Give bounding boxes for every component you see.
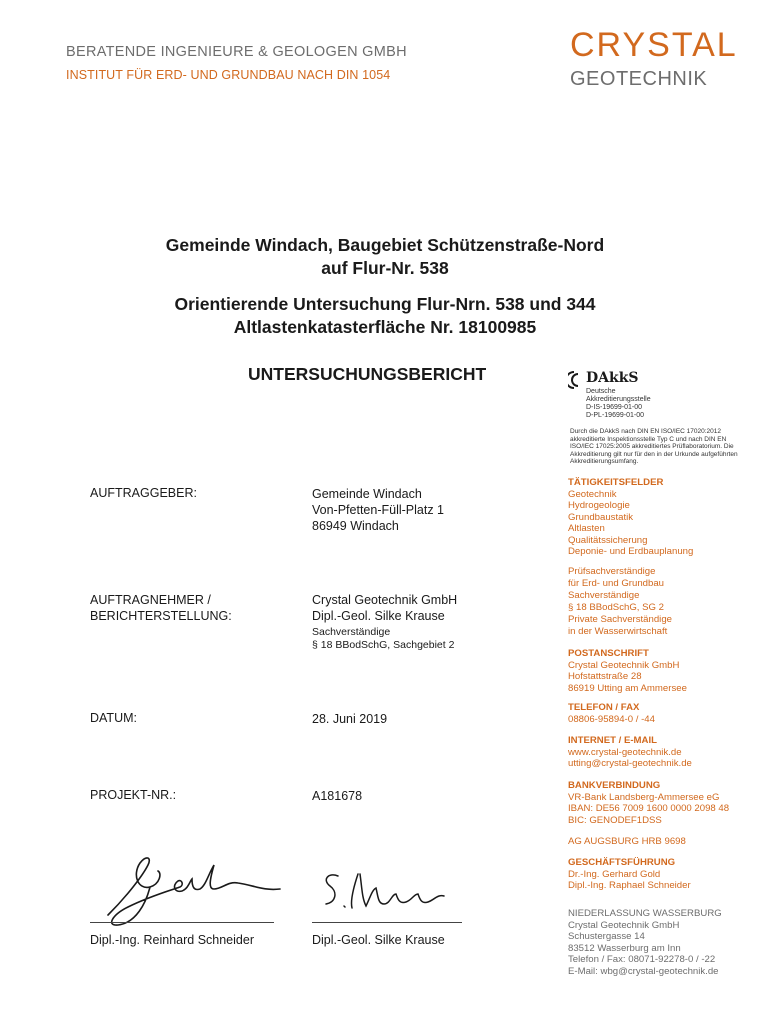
branch-heading: NIEDERLASSUNG WASSERBURG <box>568 908 722 919</box>
postal-line: 86919 Utting am Ammersee <box>568 682 687 694</box>
branch-line: Telefon / Fax: 08071-92278-0 / -22 <box>568 954 716 965</box>
dakks-sub-3: D-IS-19699-01-00 <box>586 404 643 411</box>
management-heading: GESCHÄFTSFÜHRUNG <box>568 857 676 868</box>
expert-3-line-1: Private Sachverständige <box>568 614 672 625</box>
logo-geotechnik: GEOTECHNIK <box>570 68 708 90</box>
phone-heading: TELEFON / FAX <box>568 702 640 713</box>
date-label: DATUM: <box>90 711 137 725</box>
management-line: Dipl.-Ing. Raphael Schneider <box>568 880 691 891</box>
postal-section <box>568 648 758 694</box>
management-line: Dr.-Ing. Gerhard Gold <box>568 868 661 880</box>
phone-value: 08806-95894-0 / -44 <box>568 713 655 725</box>
expert-1-line-2: für Erd- und Grundbau <box>568 577 664 589</box>
contractor-label <box>90 592 232 624</box>
expert-2 <box>568 590 758 613</box>
field-item: Geotechnik <box>568 488 617 500</box>
report-type: UNTERSUCHUNGSBERICHT <box>248 364 487 384</box>
bank-line: VR-Bank Landsberg-Ammersee eG <box>568 791 720 803</box>
dakks-sub-2: Akkreditierungsstelle <box>586 396 651 403</box>
signature-name-left: Dipl.-Ing. Reinhard Schneider <box>90 933 254 947</box>
expert-1 <box>568 566 758 589</box>
title-line-1: Gemeinde Windach, Baugebiet Schützenstraße-Nord <box>165 235 605 255</box>
dakks-note: Durch die DAkkS nach DIN EN ISO/IEC 17020:2012 akkreditierte Inspektionsstelle Typ C und nach DIN EN ISO/IEC 17025:2005 akkreditiertes Prüflaboratorium. Die Akkreditierung gilt nur für den in der Urkunde aufgeführten Akkreditierungsumfang. <box>570 428 738 466</box>
signature-krause <box>318 866 458 921</box>
expert-1-line-1: Prüfsachverständige <box>568 566 656 577</box>
field-item: Deponie- und Erdbauplanung <box>568 546 694 557</box>
dakks-sub-1: Deutsche <box>586 388 616 395</box>
fields-section <box>568 477 758 558</box>
web-heading: INTERNET / E-MAIL <box>568 735 658 746</box>
fields-heading: TÄTIGKEITSFELDER <box>568 477 664 488</box>
bank-heading: BANKVERBINDUNG <box>568 780 661 791</box>
phone-section <box>568 702 758 725</box>
branch-section <box>568 908 758 977</box>
logo-crystal: CRYSTAL <box>570 26 738 64</box>
client-name: Gemeinde Windach <box>312 487 422 501</box>
dakks-logo: DAkkS <box>586 370 639 386</box>
contractor-role: Sachverständige <box>312 626 391 638</box>
field-item: Grundbaustatik <box>568 511 634 523</box>
postal-heading: POSTANSCHRIFT <box>568 648 649 659</box>
date-value: 28. Juni 2019 <box>312 712 388 726</box>
field-item: Qualitätssicherung <box>568 534 648 546</box>
branch-line: Crystal Geotechnik GmbH <box>568 919 680 931</box>
client-city: 86949 Windach <box>312 519 399 533</box>
contractor-block <box>312 592 457 652</box>
branch-line: 83512 Wasserburg am Inn <box>568 942 681 954</box>
dakks-mark-icon <box>568 371 586 394</box>
client-block <box>312 486 444 534</box>
dakks-sub-4: D-PL-19699-01-00 <box>586 412 644 419</box>
signature-line-left <box>90 922 274 923</box>
project-label: PROJEKT-NR.: <box>90 788 177 802</box>
court-register: AG AUGSBURG HRB 9698 <box>568 836 686 847</box>
institute-tagline: INSTITUT FÜR ERD- UND GRUNDBAU NACH DIN 1054 <box>66 68 391 82</box>
company-tagline: BERATENDE INGENIEURE & GEOLOGEN GMBH <box>66 44 407 60</box>
title-line-2: auf Flur-Nr. 538 <box>321 258 449 278</box>
signature-name-right: Dipl.-Geol. Silke Krause <box>312 933 445 947</box>
expert-2-line-1: Sachverständige <box>568 590 640 601</box>
contractor-label-1: AUFTRAGNEHMER / <box>90 593 211 607</box>
title-line-4: Altlastenkatasterfläche Nr. 18100985 <box>233 317 537 337</box>
contractor-scope: § 18 BBodSchG, Sachgebiet 2 <box>312 639 455 651</box>
contractor-label-2: BERICHTERSTELLUNG: <box>90 609 232 623</box>
expert-3-line-2: in der Wasserwirtschaft <box>568 625 668 637</box>
email-link[interactable]: utting@crystal-geotechnik.de <box>568 758 692 769</box>
client-street: Von-Pfetten-Füll-Platz 1 <box>312 503 445 517</box>
field-item: Altlasten <box>568 523 605 534</box>
contractor-person: Dipl.-Geol. Silke Krause <box>312 609 445 623</box>
field-item: Hydrogeologie <box>568 500 630 511</box>
expert-3 <box>568 614 758 637</box>
branch-line: Schustergasse 14 <box>568 931 645 942</box>
management-section <box>568 857 758 892</box>
expert-2-line-2: § 18 BBodSchG, SG 2 <box>568 601 664 613</box>
signature-line-right <box>312 922 462 923</box>
bank-section <box>568 780 758 826</box>
title-line-3: Orientierende Untersuchung Flur-Nrn. 538 und 344 <box>174 294 596 314</box>
website-link[interactable]: www.crystal-geotechnik.de <box>568 746 682 758</box>
client-label: AUFTRAGGEBER: <box>90 486 197 500</box>
postal-line: Crystal Geotechnik GmbH <box>568 659 680 671</box>
contractor-company: Crystal Geotechnik GmbH <box>312 593 458 607</box>
postal-line: Hofstattstraße 28 <box>568 671 642 682</box>
bank-line: IBAN: DE56 7009 1600 0000 2098 48 <box>568 803 730 814</box>
bank-line: BIC: GENODEF1DSS <box>568 814 662 826</box>
web-section <box>568 735 758 770</box>
project-value: A181678 <box>312 789 363 803</box>
branch-email-link[interactable]: E-Mail: wbg@crystal-geotechnik.de <box>568 965 719 977</box>
